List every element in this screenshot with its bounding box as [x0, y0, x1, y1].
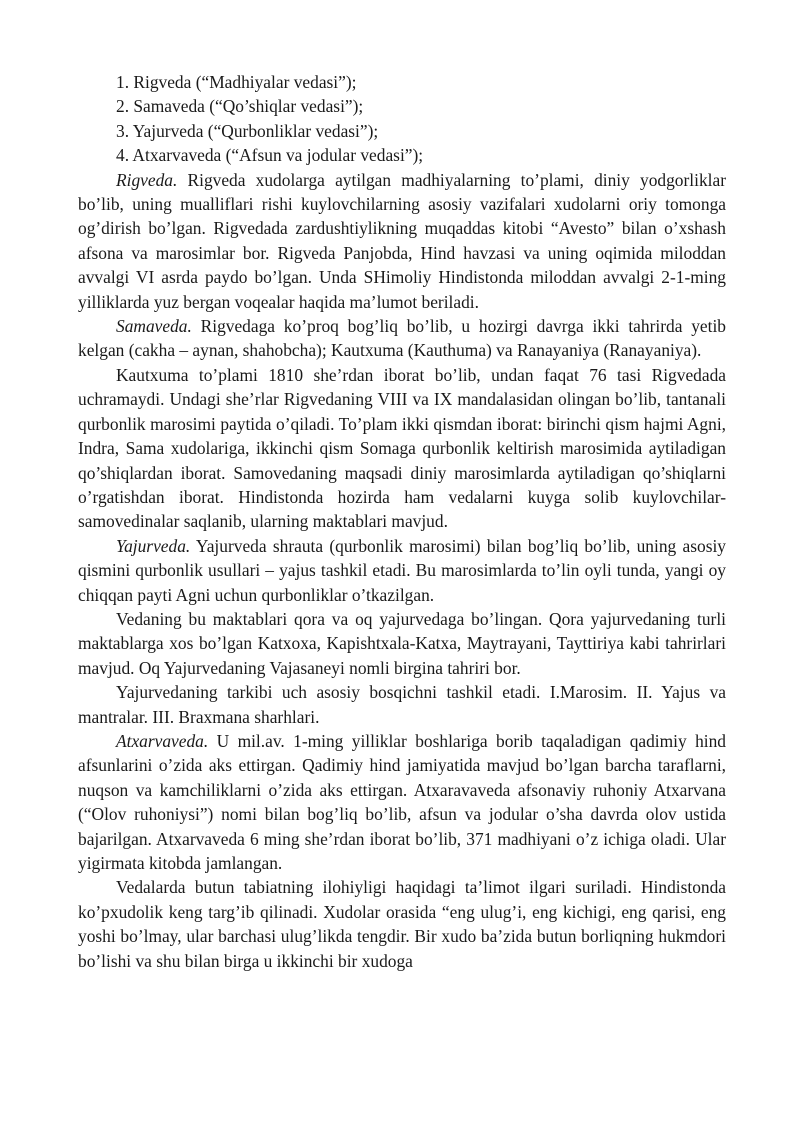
paragraph-term: Atxarvaveda.: [116, 730, 209, 751]
paragraph-divinity: [78, 875, 726, 973]
paragraph-text: Rigvedaga ko’proq bog’liq bo’lib, u hozirgi davrga ikki tahrirda yetib kelgan (cakha – aynan, shahobcha); Kautxuma (Kauthuma) va Ranayaniya (Ranayaniya).: [78, 316, 726, 361]
paragraph-text: Yajurvedaning tarkibi uch asosiy bosqichni tashkil etadi. I.Marosim. II. Yajus va mantralar. III. Braxmana sharhlari.: [78, 682, 726, 727]
paragraph-rigveda: [78, 168, 726, 314]
paragraph-atxarvaveda: [78, 729, 726, 875]
list-item: 3. Yajurveda (“Qurbonliklar vedasi”);: [116, 120, 379, 141]
veda-list: [78, 70, 726, 168]
paragraph-term: Rigveda.: [116, 169, 178, 190]
paragraph-text: Kautxuma to’plami 1810 she’rdan iborat bo’lib, undan faqat 76 tasi Rigvedada uchramaydi. Undagi she’rlar Rigvedaning VIII va IX mandalasidan olingan bo’lib, tantanali qurbonlik marosimi paytida o’qiladi. To’plam ikki qismdan iborat: birinchi qism hajmi Agni, Indra, Sama xudolariga, ikkinchi qism Somaga qurbonlik keltirish marosimida aytiladigan qo’shiqlardan iborat. Samovedaning maqsadi diniy marosimlarda aytiladigan qo’shiqlarni o’rgatishdan iborat. Hindistonda hozirda ham vedalarni kuyga solib kuylovchilar-samovedinalar saqlanib, ularning maktablari mavjud.: [78, 364, 726, 532]
paragraph-text: Yajurveda shrauta (qurbonlik marosimi) bilan bog’liq bo’lib, uning asosiy qismini qurbonlik usullari – yajus tashkil etadi. Bu marosimlarda to’lin oyli tunda, yangi oy chiqqan payti Agni uchun qurbonliklar o’tkazilgan.: [78, 535, 726, 605]
paragraph-structure: [78, 680, 726, 729]
list-item: 1. Rigveda (“Madhiyalar vedasi”);: [116, 72, 357, 92]
paragraph-text: Vedaning bu maktablari qora va oq yajurvedaga bo’lingan. Qora yajurvedaning turli maktablarga xos bo’lgan Katxoxa, Kapishtxala-Katxa, Maytrayani, Tayttiriya kabi tahrirlari mavjud. Oq Yajurvedaning Vajasaneyi nomli birgina tahriri bor.: [78, 608, 726, 678]
paragraph-text: Vedalarda butun tabiatning ilohiyligi haqidagi ta’limot ilgari suriladi. Hindistonda ko’pxudolik keng targ’ib qilinadi. Xudolar orasida “eng ulug’i, eng kichigi, eng qarisi, eng yoshi bo’lmay, ular barchasi ulug’likda tengdir. Bir xudo ba’zida butun borliqning hukmdori bo’lishi va shu bilan birga u ikkinchi bir xudoga: [78, 877, 726, 971]
paragraph-yajurveda: [78, 534, 726, 607]
paragraph-samaveda: [78, 314, 726, 363]
paragraph-schools: [78, 607, 726, 680]
paragraph-term: Samaveda.: [116, 316, 192, 337]
list-item: 4. Atxarvaveda (“Afsun va jodular vedasi”);: [116, 145, 424, 166]
paragraph-term: Yajurveda.: [116, 535, 191, 556]
list-item: 2. Samaveda (“Qo’shiqlar vedasi”);: [116, 96, 364, 117]
paragraph-text: Rigveda xudolarga aytilgan madhiyalarning to’plami, diniy yodgorliklar bo’lib, uning mualliflari rishi kuylovchilarning asosiy vazifalari xudolarni oriy tomonga og’dirish bo’lgan. Rigvedada zardushtiylikning muqaddas kitobi “Avesto” bilan o’xshash afsona va marosimlar bor. Rigveda Panjobda, Hind havzasi va uning oqimida miloddan avvalgi VI asrda paydo bo’lgan. Unda SHimoliy Hindistonda miloddan avvalgi 2-1-ming yilliklarda yuz bergan voqealar haqida ma’lumot beriladi.: [78, 169, 726, 312]
paragraph-kautxuma: [78, 363, 726, 534]
paragraph-text: U mil.av. 1-ming yilliklar boshlariga borib taqaladigan qadimiy hind afsunlarini o’zida aks ettirgan. Qadimiy hind jamiyatida mavjud bo’lgan barcha taraflarni, nuqson va kamchiliklarni o’zida aks ettirgan. Atxaravaveda afsonaviy ruhoniy Atxarvana (“Olov ruhoniysi”) nomi bilan bog’liq bo’lib, afsun va jodular o’sha davrda olov ustida bajarilgan. Atxarvaveda 6 ming she’rdan iborat bo’lib, 371 madhiyani o’z ichiga oladi. Ular yigirmata kitobda jamlangan.: [78, 730, 726, 873]
